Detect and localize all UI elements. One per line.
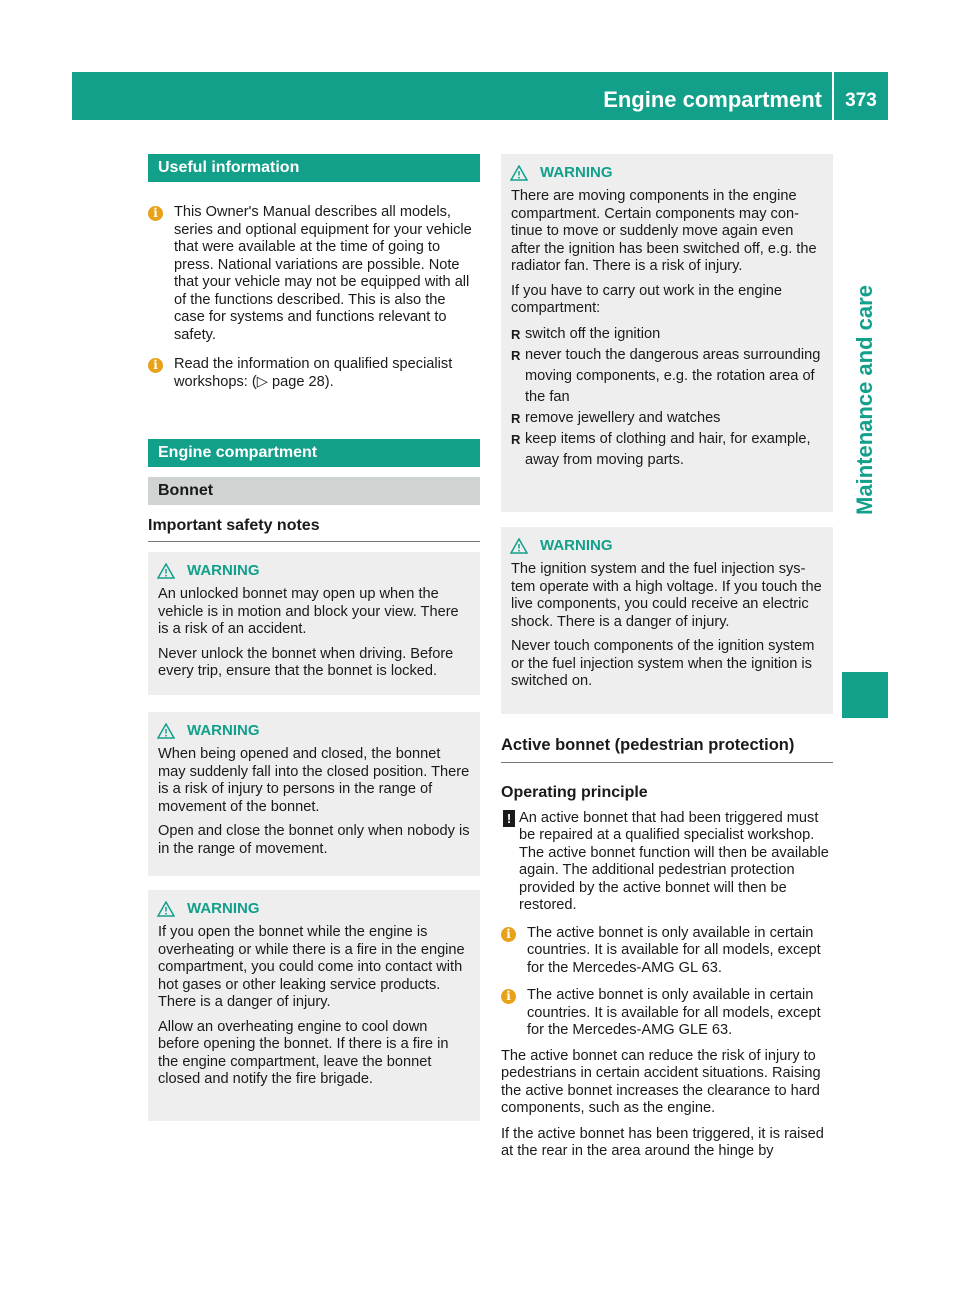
warning-box (501, 154, 833, 512)
list-item (511, 345, 823, 408)
body-paragraph: If the active bonnet has been triggered, it is raised at the rear in the area around the hinge by (501, 1125, 824, 1160)
active-bonnet-heading: Active bonnet (pedestrian protection) (501, 736, 833, 763)
warning-text: The ignition system and the fuel injection system operate with a high voltage. If you touch the live components, you could receive an electric shock. There is a danger of injury. (511, 561, 822, 630)
info-text: Read the information on qualified specialist workshops: (▷ page 28). (174, 356, 453, 390)
list-item-text: remove jewellery and watches (525, 409, 721, 426)
warning-triangle-icon (510, 165, 528, 181)
page-number: 373 (834, 72, 888, 120)
caution-text: An active bonnet that had been triggered must be repaired at a qualified specialist workshop. The active bonnet function will then be available again. The additional pedestrian protection provided by the active bonnet will then be restored. (519, 809, 829, 914)
warning-header (511, 164, 823, 182)
warning-text: There are moving components in the engine compartment. Certain components may continue to move or suddenly move again even after the ignition has been switched off, e.g. the radiator fan. There is a risk of injury. (511, 188, 817, 274)
list-item-text: keep items of clothing and hair, for example, away from moving parts. (525, 430, 811, 468)
operating-principle-heading: Operating principle (501, 783, 648, 801)
bonnet-heading: Bonnet (148, 477, 480, 505)
useful-info-heading: Useful information (148, 154, 480, 182)
exclamation-icon: ! (503, 810, 515, 827)
info-note (501, 925, 833, 978)
warning-header (158, 722, 470, 740)
warning-text: Open and close the bonnet only when nobody is in the range of movement. (158, 823, 470, 857)
warning-triangle-icon (157, 563, 175, 579)
warning-text: An unlocked bonnet may open up when the vehicle is in motion and block your view. There is a risk of an accident. (158, 586, 459, 638)
side-section-label (842, 140, 888, 660)
info-note (148, 356, 480, 391)
right-column (501, 154, 833, 1161)
engine-compartment-heading: Engine compartment (148, 439, 480, 467)
list-item-text: never touch the dangerous areas surrounding moving components, e.g. the rotation area of the fan (525, 346, 821, 405)
list-item-text: switch off the ignition (525, 325, 661, 342)
bullet-marker: R (511, 410, 521, 426)
info-icon: i (148, 358, 163, 373)
list-item (511, 324, 823, 345)
bullet-marker: R (511, 347, 521, 363)
warning-label: WARNING (540, 164, 613, 181)
warning-box (148, 890, 480, 1121)
header-title: Engine compartment (603, 87, 822, 112)
bullet-marker: R (511, 431, 521, 447)
warning-header (158, 562, 470, 580)
side-tab-marker (842, 672, 888, 718)
warning-triangle-icon (157, 723, 175, 739)
warning-box (148, 712, 480, 876)
left-column (148, 154, 480, 1121)
warning-text: If you have to carry out work in the engine compartment: (511, 282, 782, 316)
warning-box (501, 527, 833, 714)
warning-triangle-icon (157, 901, 175, 917)
warning-label: WARNING (187, 562, 260, 580)
caution-note (501, 810, 833, 915)
side-section-text: Maintenance and care (851, 285, 877, 515)
warning-text: If you open the bonnet while the engine is overheating or while there is a fire in the engine compartment, you could come into contact with hot gases or other leaking service products. There is a danger of injury. (158, 924, 465, 1011)
safety-notes-heading: Important safety notes (148, 516, 480, 542)
info-note (501, 987, 833, 1040)
info-note (148, 204, 480, 344)
info-text: This Owner's Manual describes all models, series and optional equipment for your vehicle that were available at the time of going to press. National variations are possible. Note that your vehicle may not be equipped with all of the functions described. This is also the case for systems and functions relevant to safety. (174, 204, 472, 343)
info-icon: i (148, 206, 163, 221)
info-text: The active bonnet is only available in certain countries. It is available for all models, except for the Mercedes-AMG GLE 63. (527, 987, 821, 1039)
warning-text: Allow an overheating engine to cool down before opening the bonnet. If there is a fire in the engine compartment, leave the bonnet closed and notify the fire brigade. (158, 1018, 449, 1088)
warning-header (511, 537, 823, 555)
warning-box (148, 552, 480, 695)
bullet-list (511, 324, 823, 471)
warning-triangle-icon (510, 538, 528, 554)
info-text: The active bonnet is only available in certain countries. It is available for all models, except for the Mercedes-AMG GL 63. (527, 924, 821, 976)
info-icon: i (501, 989, 516, 1004)
warning-text: Never unlock the bonnet when driving. Before every trip, ensure that the bonnet is locked. (158, 645, 454, 680)
warning-text: Never touch components of the ignition system or the fuel injection system when the ignition is switched on. (511, 638, 815, 689)
warning-label: WARNING (187, 900, 260, 918)
warning-text: When being opened and closed, the bonnet may suddenly fall into the closed position. There is a risk of injury to persons in the range of movement of the bonnet. (158, 746, 470, 815)
warning-label: WARNING (540, 537, 613, 554)
warning-label: WARNING (187, 722, 260, 740)
info-icon: i (501, 927, 516, 942)
body-paragraph: The active bonnet can reduce the risk of injury to pedestrians in certain accident situations. Raising the active bonnet increases the clearance to hard components, such as the engine. (501, 1047, 821, 1117)
warning-header (158, 900, 470, 918)
list-item (511, 408, 823, 429)
bullet-marker: R (511, 326, 521, 342)
list-item (511, 429, 823, 471)
